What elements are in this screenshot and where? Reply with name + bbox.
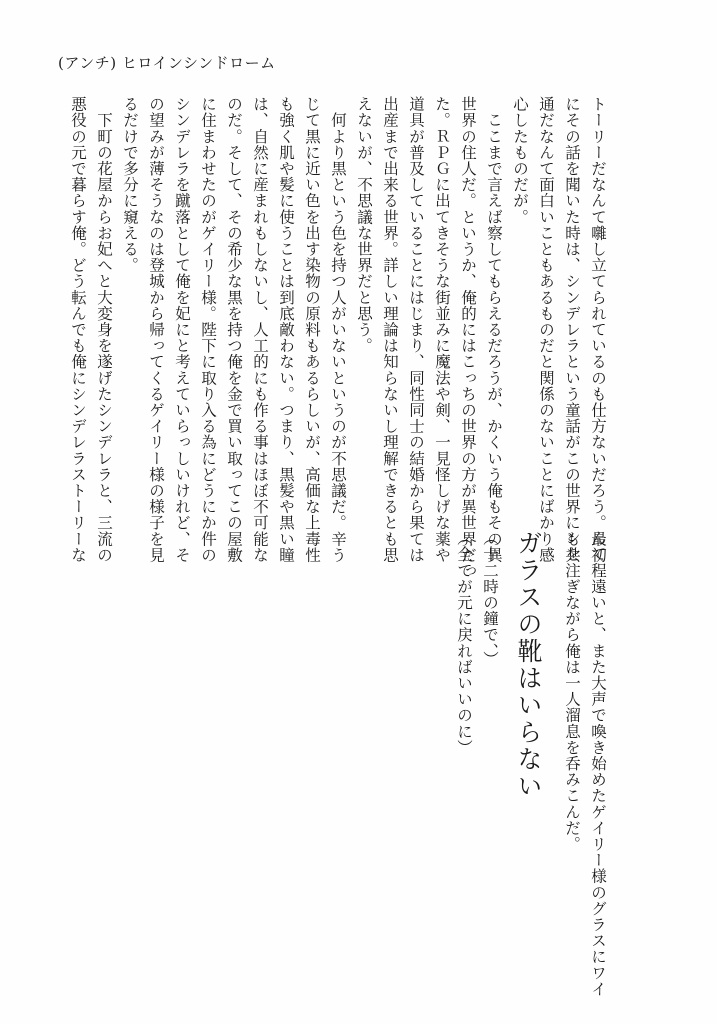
text-line: は、自然に産まれもしないし、人工的にも作る事はほぼ不可能な: [251, 96, 269, 563]
text-line: 道具が普及していることにはじまり、同性同士の結婚から果ては: [407, 96, 425, 563]
text-line: 下町の花屋からお妃へと大変身を遂げたシンデレラと、三流の: [95, 96, 113, 563]
chapter-title: ガラスの靴はいらない: [514, 530, 543, 800]
text-line: も強く肌や髪に使うことは到底敵わない。つまり、黒髪や黒い瞳: [277, 96, 295, 563]
chapter-subtitle: （全てが元に戻ればいいのに）: [455, 530, 473, 756]
text-line: にその話を聞いた時は、シンデレラという童話がこの世界にも共: [563, 96, 581, 563]
chapter-subtitle: （十二時の鐘で、）: [481, 530, 499, 668]
text-line: の望みが薄そうなのは登城から帰ってくるゲイリー様の様子を見: [147, 96, 165, 563]
text-line: 悪役の元で暮らす俺。どう転んでも俺にシンデレラストーリーな: [69, 96, 87, 563]
text-line: えないが、不思議な世界だと思う。: [355, 96, 373, 354]
running-header: (アンチ) ヒロインシンドローム: [58, 54, 276, 72]
text-line: に住まわせたのがゲイリー様。陛下に取り入る為にどうにか件の: [199, 96, 217, 563]
body-text-lower: [451, 530, 611, 997]
text-line: のだ。そして、その希少な黒を持つ俺を金で買い取ってこの屋敷: [225, 96, 243, 563]
text-line: んて程遠いと、また大声で喚き始めたゲイリー様のグラスにワイ: [589, 530, 607, 997]
text-line: た。ＲＰＧに出てきそうな街並みに魔法や剣、一見怪しげな薬や: [433, 96, 451, 563]
text-line: 何より黒という色を持つ人がいないというのが不思議だ。辛う: [329, 96, 347, 563]
text-line: るだけで多分に窺える。: [121, 96, 139, 274]
text-line: じて黒に近い色を出す染物の原料もあるらしいが、高価な上毒性: [303, 96, 321, 563]
text-line: シンデレラを蹴落として俺を妃にと考えていらっしいけれど、そ: [173, 96, 191, 563]
text-line: 通だなんて面白いこともあるものだと関係のないことにばかり感: [537, 96, 555, 563]
text-line: ここまで言えば察してもらえるだろうが、かくいう俺もその異: [485, 96, 503, 563]
text-line: 出産まで出来る世界。詳しい理論は知らないし理解できるとも思: [381, 96, 399, 563]
text-line: トーリーだなんて囃し立てられているのも仕方ないだろう。最初: [589, 96, 607, 563]
text-line: ンを注ぎながら俺は一人溜息を呑みこんだ。: [563, 530, 581, 852]
text-line: 世界の住人だ。というか、俺的にはこっちの世界の方が異世界だっ: [459, 96, 477, 579]
body-text-upper: [65, 96, 611, 579]
text-line: 心したものだが。: [511, 96, 529, 225]
